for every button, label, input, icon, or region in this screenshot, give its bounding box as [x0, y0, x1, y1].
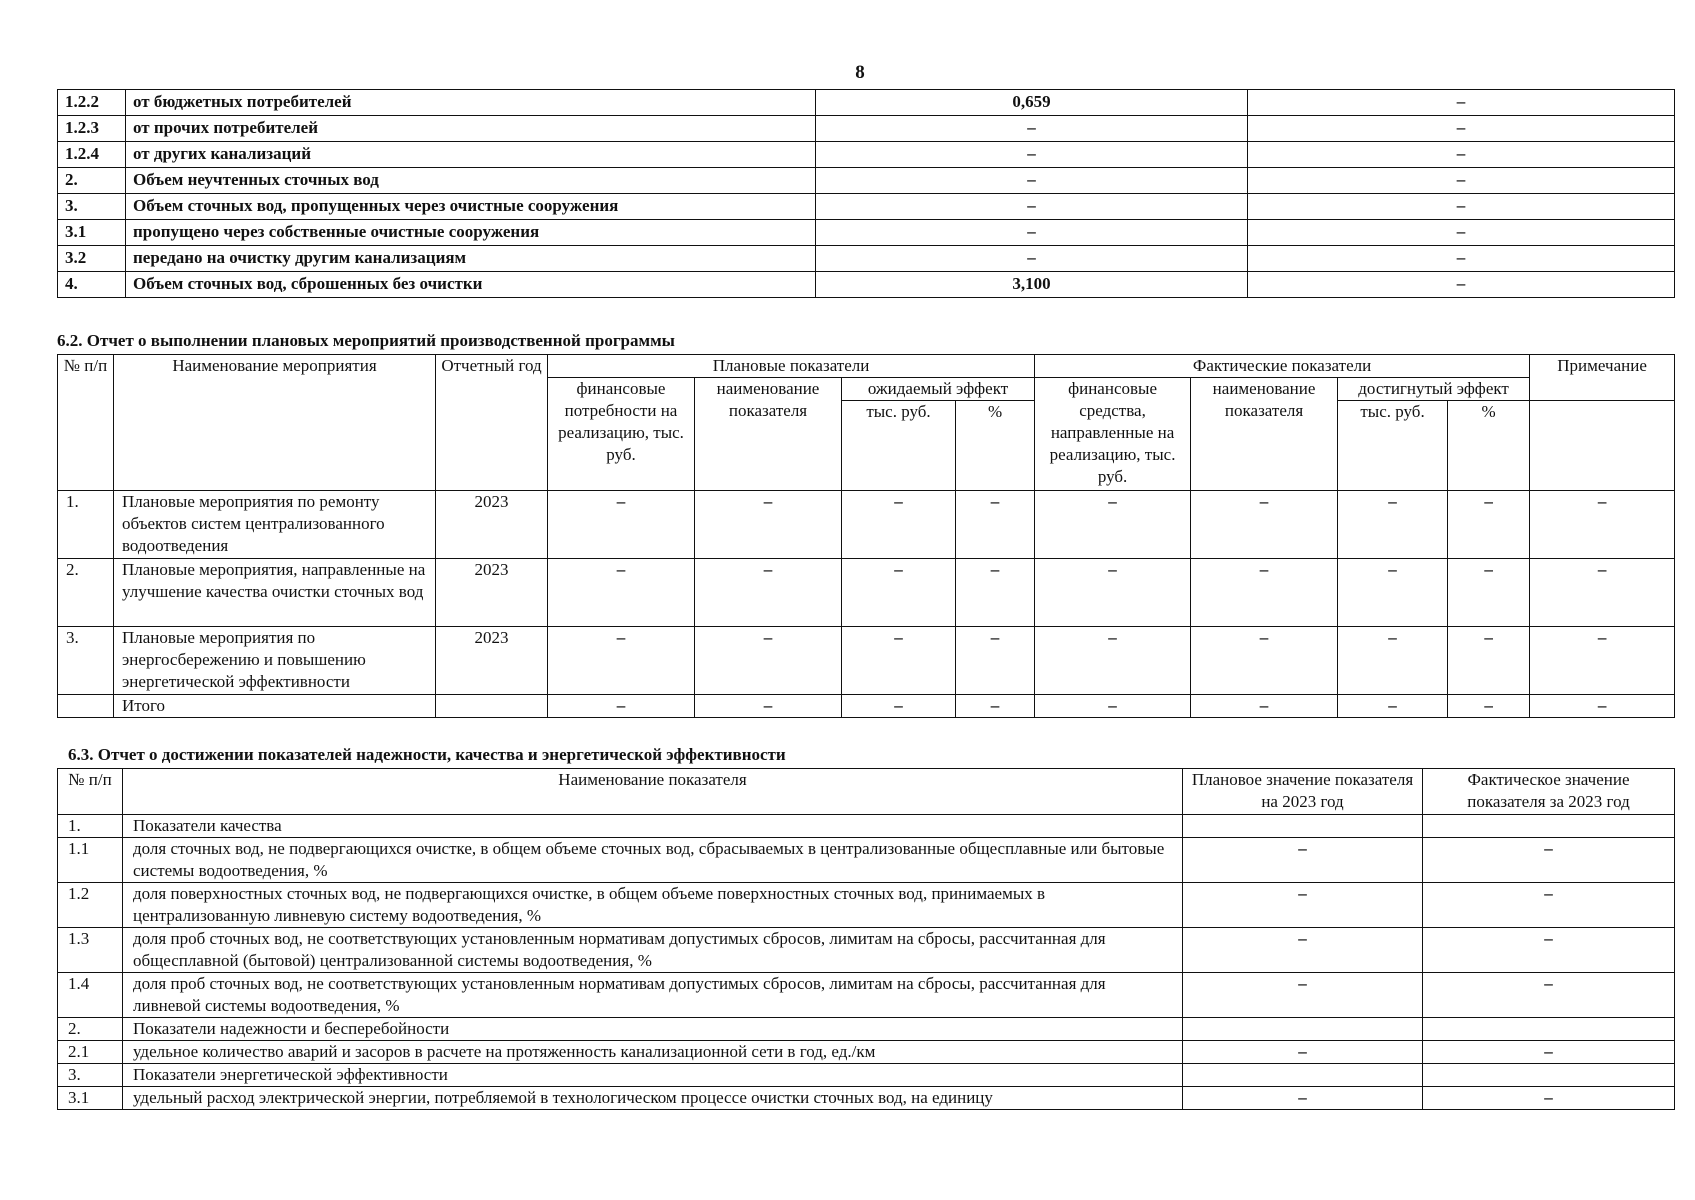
row-value: –: [1248, 246, 1675, 272]
page-number: 8: [855, 62, 865, 83]
row-fact: –: [1423, 883, 1675, 928]
table-row: [58, 1064, 1675, 1087]
row-name: доля проб сточных вод, не соответствующих установленным нормативам допустимых сбросов, лимитам на сбросы, рассчитанная для ливневой системы водоотведения, %: [123, 973, 1183, 1018]
cell-value: –: [842, 627, 956, 695]
table-row: [58, 142, 1675, 168]
row-plan: –: [1183, 838, 1423, 883]
row-number: 1.2.3: [58, 116, 126, 142]
table-row: [58, 815, 1675, 838]
row-fact: –: [1423, 1041, 1675, 1064]
col-name-header: Наименование мероприятия: [114, 355, 436, 491]
cell-value: –: [695, 627, 842, 695]
plan-pct-header: %: [956, 401, 1035, 491]
cell-value: –: [1530, 627, 1675, 695]
cell-value: –: [1338, 491, 1448, 559]
row-value: –: [816, 168, 1248, 194]
row-name: Показатели качества: [123, 815, 1183, 838]
col-note-header: Примечание: [1530, 355, 1675, 401]
row-value: –: [1248, 194, 1675, 220]
row-number: 1.2: [58, 883, 123, 928]
row-number: 1.1: [58, 838, 123, 883]
row-name: Объем неучтенных сточных вод: [126, 168, 816, 194]
row-name: Показатели надежности и бесперебойности: [123, 1018, 1183, 1041]
row-name: удельный расход электрической энергии, потребляемой в технологическом процессе очистки сточных вод, на единицу: [123, 1087, 1183, 1110]
cell-value: –: [1338, 627, 1448, 695]
row-value: –: [1248, 116, 1675, 142]
cell-value: –: [1035, 559, 1191, 627]
row-number: 1.2.2: [58, 90, 126, 116]
table-row: [58, 838, 1675, 883]
row-number: 1.4: [58, 973, 123, 1018]
cell-value: –: [1338, 695, 1448, 718]
row-name: Плановые мероприятия, направленные на улучшение качества очистки сточных вод: [114, 559, 436, 627]
cell-value: –: [842, 559, 956, 627]
table-row: [58, 116, 1675, 142]
table-row: [58, 220, 1675, 246]
row-fact: –: [1423, 838, 1675, 883]
row-number: [58, 695, 114, 718]
cell-value: –: [1448, 559, 1530, 627]
plan-thous-header: тыс. руб.: [842, 401, 956, 491]
cell-value: –: [1448, 627, 1530, 695]
col-note-empty: [1530, 401, 1675, 491]
row-fact: –: [1423, 1087, 1675, 1110]
cell-value: –: [956, 695, 1035, 718]
col-fact-header: Фактическое значение показателя за 2023 год: [1423, 769, 1675, 815]
fact-pct-header: %: [1448, 401, 1530, 491]
row-plan: –: [1183, 928, 1423, 973]
header-row: [58, 355, 1675, 378]
cell-value: –: [1035, 491, 1191, 559]
planned-measures-table: [57, 354, 1675, 718]
fact-effect-header: достигнутый эффект: [1338, 378, 1530, 401]
plan-fin-header: финансовые потребности на реализацию, тыс. руб.: [548, 378, 695, 491]
table-row: [58, 1087, 1675, 1110]
row-plan: [1183, 815, 1423, 838]
row-number: 3.2: [58, 246, 126, 272]
fact-fin-header: финансовые средства, направленные на реализацию, тыс. руб.: [1035, 378, 1191, 491]
row-plan: –: [1183, 1041, 1423, 1064]
table-row: [58, 1018, 1675, 1041]
row-plan: –: [1183, 1087, 1423, 1110]
row-value: –: [1248, 168, 1675, 194]
row-number: 2.: [58, 1018, 123, 1041]
plan-effect-header: ожидаемый эффект: [842, 378, 1035, 401]
row-name: от бюджетных потребителей: [126, 90, 816, 116]
row-number: 2.: [58, 168, 126, 194]
row-value: –: [816, 142, 1248, 168]
row-fact: [1423, 1064, 1675, 1087]
row-plan: [1183, 1064, 1423, 1087]
row-plan: –: [1183, 973, 1423, 1018]
row-number: 3.: [58, 627, 114, 695]
row-year: [436, 695, 548, 718]
row-value: –: [816, 194, 1248, 220]
row-name: от других канализаций: [126, 142, 816, 168]
table-row: [58, 491, 1675, 559]
col-plan-header: Плановое значение показателя на 2023 год: [1183, 769, 1423, 815]
table-row: [58, 928, 1675, 973]
cell-value: –: [548, 627, 695, 695]
cell-value: –: [1035, 695, 1191, 718]
table-row: [58, 559, 1675, 627]
fact-thous-header: тыс. руб.: [1338, 401, 1448, 491]
row-number: 1.2.4: [58, 142, 126, 168]
fact-indicator-header: наименование показателя: [1191, 378, 1338, 491]
row-name: Плановые мероприятия по ремонту объектов систем централизованного водоотведения: [114, 491, 436, 559]
row-number: 2.1: [58, 1041, 123, 1064]
cell-value: –: [1191, 559, 1338, 627]
cell-value: –: [1530, 559, 1675, 627]
cell-value: –: [956, 491, 1035, 559]
wastewater-volume-table: [57, 89, 1675, 298]
cell-value: –: [1191, 627, 1338, 695]
col-year-header: Отчетный год: [436, 355, 548, 491]
indicators-table: [57, 768, 1675, 1110]
cell-value: –: [1191, 491, 1338, 559]
col-name-header: Наименование показателя: [123, 769, 1183, 815]
cell-value: –: [1530, 695, 1675, 718]
cell-value: –: [1338, 559, 1448, 627]
row-fact: [1423, 815, 1675, 838]
row-name: передано на очистку другим канализациям: [126, 246, 816, 272]
row-number: 2.: [58, 559, 114, 627]
cell-value: –: [842, 491, 956, 559]
row-value: –: [816, 116, 1248, 142]
total-label: Итого: [114, 695, 436, 718]
table-row: [58, 627, 1675, 695]
cell-value: –: [695, 559, 842, 627]
row-name: Показатели энергетической эффективности: [123, 1064, 1183, 1087]
row-number: 3.1: [58, 220, 126, 246]
table-row: [58, 883, 1675, 928]
row-fact: –: [1423, 973, 1675, 1018]
row-value: 0,659: [816, 90, 1248, 116]
row-plan: –: [1183, 883, 1423, 928]
row-fact: –: [1423, 928, 1675, 973]
fact-group-header: Фактические показатели: [1035, 355, 1530, 378]
cell-value: –: [956, 559, 1035, 627]
row-value: –: [816, 246, 1248, 272]
row-year: 2023: [436, 491, 548, 559]
table-row: [58, 272, 1675, 298]
row-name: удельное количество аварий и засоров в расчете на протяженность канализационной сети в год, ед./км: [123, 1041, 1183, 1064]
row-name: доля сточных вод, не подвергающихся очистке, в общем объеме сточных вод, сбрасываемых в централизованные общесплавные или бытовые системы водоотведения, %: [123, 838, 1183, 883]
row-number: 1.: [58, 815, 123, 838]
row-value: –: [816, 220, 1248, 246]
row-fact: [1423, 1018, 1675, 1041]
plan-group-header: Плановые показатели: [548, 355, 1035, 378]
cell-value: –: [548, 491, 695, 559]
table-row: [58, 246, 1675, 272]
row-name: Объем сточных вод, пропущенных через очистные сооружения: [126, 194, 816, 220]
row-name: Объем сточных вод, сброшенных без очистки: [126, 272, 816, 298]
row-value: 3,100: [816, 272, 1248, 298]
row-value: –: [1248, 90, 1675, 116]
row-name: Плановые мероприятия по энергосбережению и повышению энергетической эффективности: [114, 627, 436, 695]
section-6-2-title: 6.2. Отчет о выполнении плановых мероприятий производственной программы: [57, 331, 675, 350]
cell-value: –: [842, 695, 956, 718]
plan-indicator-header: наименование показателя: [695, 378, 842, 491]
row-year: 2023: [436, 627, 548, 695]
row-number: 1.3: [58, 928, 123, 973]
cell-value: –: [695, 491, 842, 559]
row-name: доля поверхностных сточных вод, не подвергающихся очистке, в общем объеме поверхностных сточных вод, принимаемых в централизованную ливневую систему водоотведения, %: [123, 883, 1183, 928]
table-row: [58, 90, 1675, 116]
total-row: [58, 695, 1675, 718]
row-name: доля проб сточных вод, не соответствующих установленным нормативам допустимых сбросов, лимитам на сбросы, рассчитанная для общесплавной (бытовой) централизованной системы водоотведения, %: [123, 928, 1183, 973]
cell-value: –: [548, 559, 695, 627]
cell-value: –: [1530, 491, 1675, 559]
cell-value: –: [1448, 695, 1530, 718]
row-value: –: [1248, 220, 1675, 246]
cell-value: –: [1191, 695, 1338, 718]
row-value: –: [1248, 142, 1675, 168]
cell-value: –: [695, 695, 842, 718]
row-name: пропущено через собственные очистные сооружения: [126, 220, 816, 246]
row-number: 3.: [58, 1064, 123, 1087]
section-6-3-title: 6.3. Отчет о достижении показателей надежности, качества и энергетической эффективности: [68, 745, 786, 764]
row-number: 4.: [58, 272, 126, 298]
col-num-header: № п/п: [58, 355, 114, 491]
header-row: [58, 769, 1675, 815]
cell-value: –: [956, 627, 1035, 695]
row-number: 3.1: [58, 1087, 123, 1110]
row-value: –: [1248, 272, 1675, 298]
table-row: [58, 194, 1675, 220]
row-year: 2023: [436, 559, 548, 627]
row-name: от прочих потребителей: [126, 116, 816, 142]
table-row: [58, 168, 1675, 194]
cell-value: –: [1448, 491, 1530, 559]
row-plan: [1183, 1018, 1423, 1041]
table-row: [58, 1041, 1675, 1064]
row-number: 3.: [58, 194, 126, 220]
table-row: [58, 973, 1675, 1018]
cell-value: –: [548, 695, 695, 718]
row-number: 1.: [58, 491, 114, 559]
cell-value: –: [1035, 627, 1191, 695]
col-num-header: № п/п: [58, 769, 123, 815]
